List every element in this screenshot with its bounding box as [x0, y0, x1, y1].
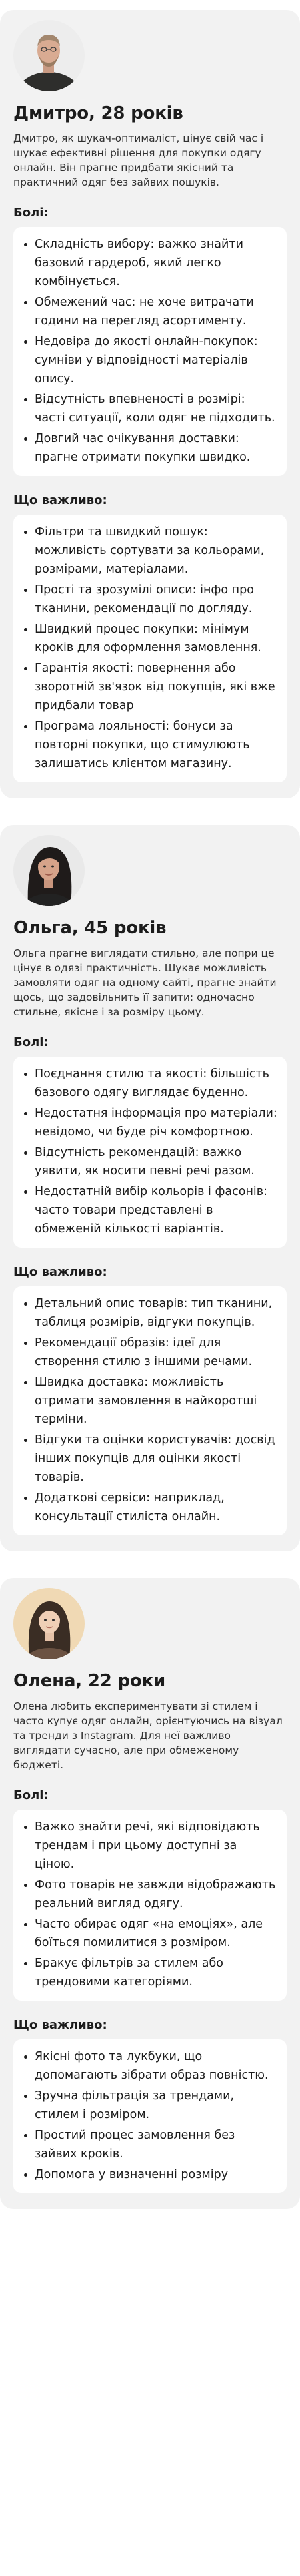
important-list: [13, 1286, 287, 1535]
list-item: Якісні фото та лукбуки, що допомагають зібрати образ повністю.: [35, 2047, 277, 2085]
list-item: Зручна фільтрація за трендами, стилем і розміром.: [35, 2087, 277, 2124]
pains-title: Болі:: [13, 1788, 49, 1802]
persona-description: Дмитро, як шукач-оптималіст, цінує свій час і шукає ефективні рішення для покупки одягу онлайн. Він прагне придбати якісний та практичний одяг без зайвих пошуків.: [13, 132, 264, 188]
man-portrait-icon: [13, 20, 85, 91]
important-list: [13, 2039, 287, 2193]
list-item: Довгий час очікування доставки: прагне отримати покупки швидко.: [35, 429, 277, 467]
persona-name: Дмитро, 28 років: [13, 103, 183, 123]
persona-card-olena: [0, 1578, 300, 2209]
list-item: Недостатня інформація про матеріали: невідомо, чи буде річ комфортною.: [35, 1104, 277, 1141]
woman-portrait-dark-icon: [13, 835, 85, 906]
important-title: Що важливо:: [13, 2018, 107, 2032]
avatar: [13, 20, 85, 91]
pains-list: [13, 227, 287, 476]
important-title: Що важливо:: [13, 493, 107, 507]
persona-card-dmytro: [0, 10, 300, 798]
avatar: [13, 835, 85, 906]
pains-title: Болі:: [13, 206, 49, 220]
pains-title: Болі:: [13, 1035, 49, 1049]
list-item: Детальний опис товарів: тип тканини, таблиця розмірів, відгуки покупців.: [35, 1294, 277, 1332]
list-item: Відгуки та оцінки користувачів: досвід інших покупців для оцінки якості товарів.: [35, 1431, 277, 1487]
list-item: Часто обирає одяг «на емоціях», але боїться помилитися з розміром.: [35, 1915, 277, 1952]
list-item: Недостатній вибір кольорів і фасонів: часто товари представлені в обмеженій кількості варіантів.: [35, 1182, 277, 1238]
list-item: Додаткові сервіси: наприклад, консультації стиліста онлайн.: [35, 1489, 277, 1526]
list-item: Складність вибору: важко знайти базовий гардероб, який легко комбінується.: [35, 235, 277, 291]
avatar: [13, 1588, 85, 1659]
important-title: Що важливо:: [13, 1265, 107, 1279]
woman-portrait-light-icon: [13, 1588, 85, 1659]
list-item: Швидка доставка: можливість отримати замовлення в найкоротші терміни.: [35, 1373, 277, 1429]
list-item: Допомога у визначенні розміру: [35, 2165, 277, 2184]
list-item: Відсутність впевненості в розмірі: часті ситуації, коли одяг не підходить.: [35, 390, 277, 427]
persona-name: Олена, 22 роки: [13, 1671, 165, 1691]
list-item: Простий процес замовлення без зайвих кроків.: [35, 2126, 277, 2163]
persona-description: Олена любить експериментувати зі стилем і часто купує одяг онлайн, орієнтуючись на візуал та тренди з Instagram. Для неї важливо виглядати сучасно, але при обмеженому бюджеті.: [13, 1700, 283, 1771]
list-item: Відсутність рекомендацій: важко уявити, як носити певні речі разом.: [35, 1143, 277, 1180]
pains-list: [13, 1057, 287, 1248]
pains-list: [13, 1810, 287, 2001]
list-item: Важко знайти речі, які відповідають трендам і при цьому доступні за ціною.: [35, 1818, 277, 1874]
list-item: Прості та зрозумілі описи: інфо про тканини, рекомендації по догляду.: [35, 581, 277, 618]
list-item: Фото товарів не завжди відображають реальний вигляд одягу.: [35, 1876, 277, 1913]
list-item: Програма лояльності: бонуси за повторні покупки, що стимулюють залишатись клієнтом магазину.: [35, 717, 277, 773]
list-item: Поєднання стилю та якості: більшість базового одягу виглядає буденно.: [35, 1065, 277, 1102]
list-item: Фільтри та швидкий пошук: можливість сортувати за кольорами, розмірами, матеріалами.: [35, 523, 277, 579]
persona-name: Ольга, 45 років: [13, 918, 167, 938]
persona-description: Ольга прагне виглядати стильно, але попри це цінує в одязі практичність. Шукає можливість замовляти одяг на одному сайті, прагне знайти щось, що задовільнить її запити: одночасно стильне, якісне і за розміру цьому.: [13, 947, 277, 1018]
list-item: Рекомендації образів: ідеї для створення стилю з іншими речами.: [35, 1334, 277, 1371]
list-item: Гарантія якості: повернення або зворотній зв'язок від покупців, які вже придбали товар: [35, 659, 277, 715]
important-list: [13, 515, 287, 782]
persona-card-olha: [0, 825, 300, 1551]
list-item: Обмежений час: не хоче витрачати години на перегляд асортименту.: [35, 293, 277, 330]
list-item: Швидкий процес покупки: мінімум кроків для оформлення замовлення.: [35, 620, 277, 657]
list-item: Бракує фільтрів за стилем або трендовими категоріями.: [35, 1954, 277, 1991]
list-item: Недовіра до якості онлайн-покупок: сумніви у відповідності матеріалів опису.: [35, 332, 277, 388]
